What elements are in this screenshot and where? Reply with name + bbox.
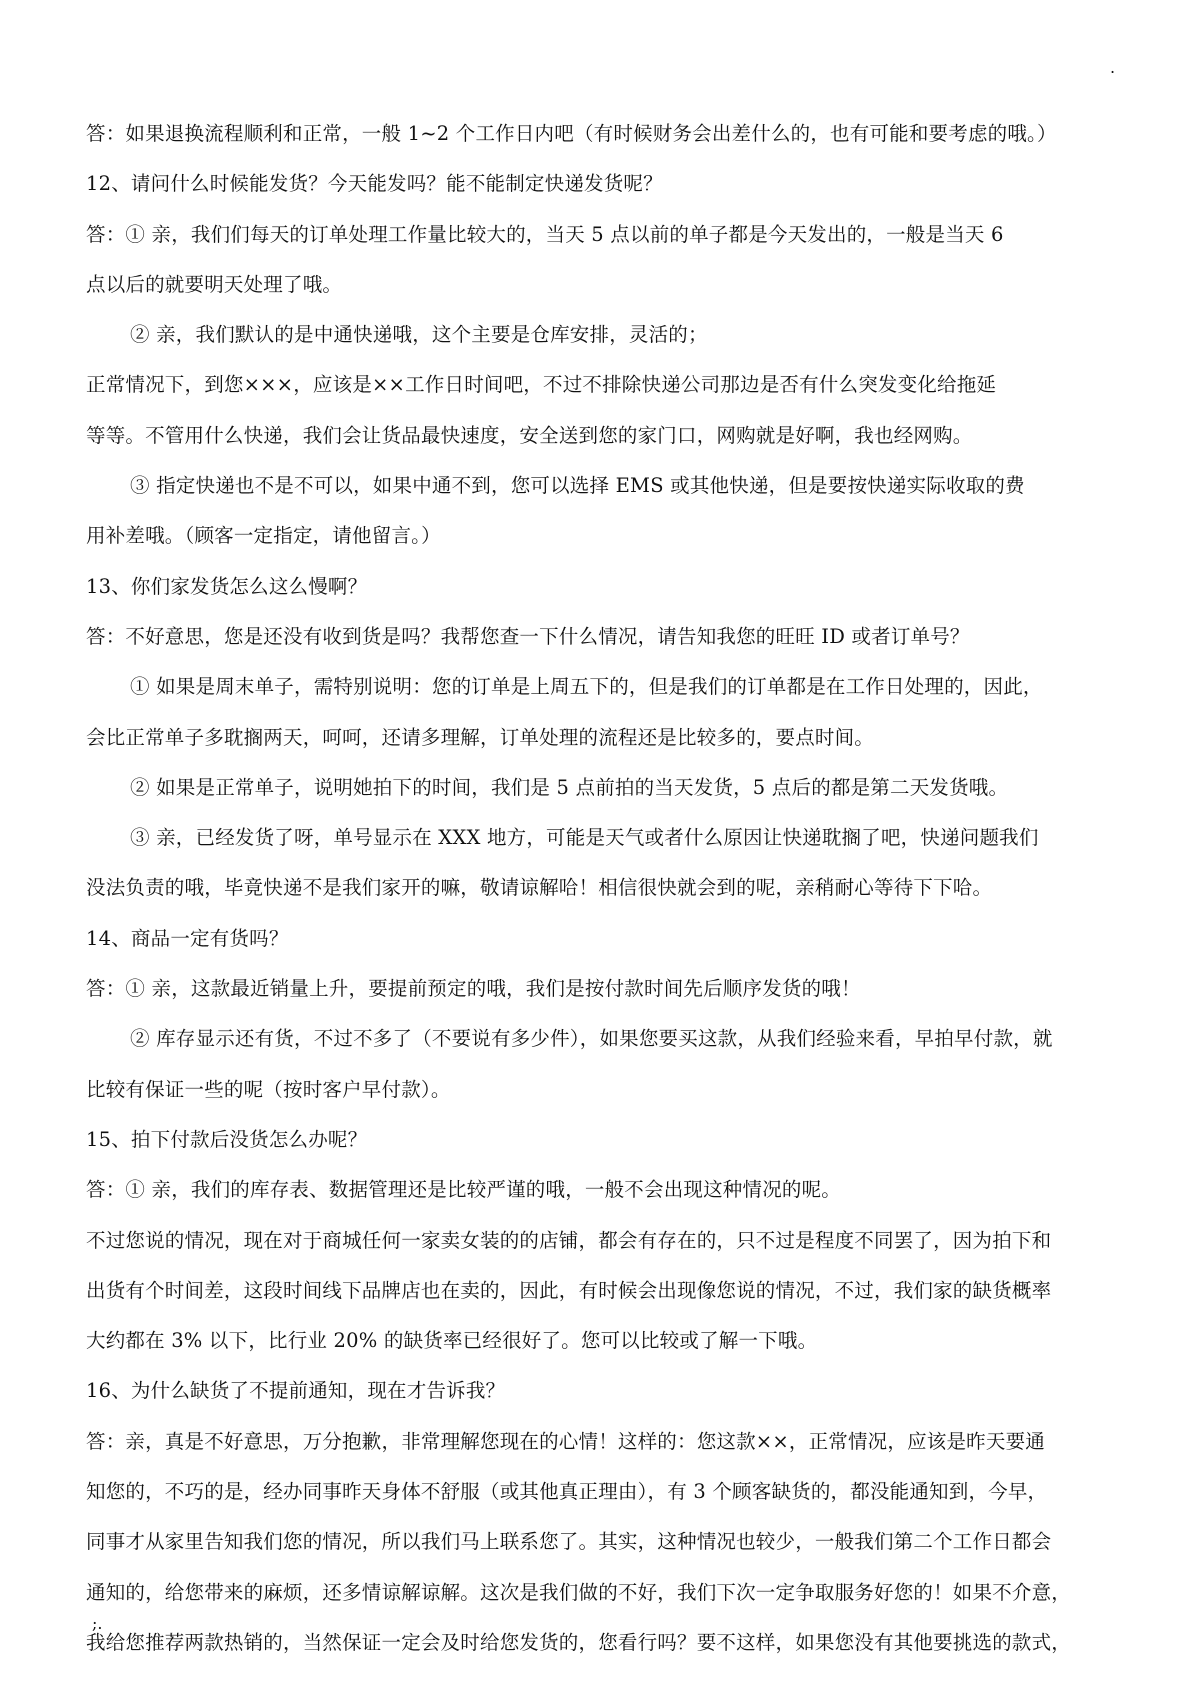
text-line: 会比正常单子多耽搁两天，呵呵，还请多理解，订单处理的流程还是比较多的，要点时间。 [86,725,875,749]
text-line: 没法负责的哦，毕竟快递不是我们家开的嘛，敬请谅解哈！相信很快就会到的呢，亲稍耐心等待下下哈。 [86,876,993,900]
text-line: 12、请问什么时候能发货？今天能发吗？能不能制定快递发货呢？ [86,172,663,196]
text-line: 比较有保证一些的呢（按时客户早付款）。 [86,1077,451,1101]
text-line: ③ 指定快递也不是不可以，如果中通不到，您可以选择 EMS 或其他快递，但是要按快递实际收取的费 [130,474,1025,498]
text-line: 通知的，给您带来的麻烦，还多情谅解谅解。这次是我们做的不好，我们下次一定争取服务好您的！如果不介意， [86,1580,1072,1604]
text-line: ② 库存显示还有货，不过不多了（不要说有多少件），如果您要买这款，从我们经验来看，早拍早付款，就 [130,1027,1053,1051]
text-line: 答：① 亲，我们的库存表、数据管理还是比较严谨的哦，一般不会出现这种情况的呢。 [86,1178,841,1202]
text-line: ① 如果是周末单子，需特别说明：您的订单是上周五下的，但是我们的订单都是在工作日处理的，因此， [130,675,1043,699]
text-line: 16、为什么缺货了不提前通知，现在才告诉我？ [86,1379,506,1403]
text-line: 同事才从家里告知我们您的情况，所以我们马上联系您了。其实，这种情况也较少，一般我们第二个工作日都会 [86,1530,1052,1554]
text-line: 13、你们家发货怎么这么慢啊？ [86,574,368,598]
text-line: 答：不好意思，您是还没有收到货是吗？我帮您查一下什么情况，请告知我您的旺旺 ID 或者订单号？ [86,624,970,648]
text-line: 答：如果退换流程顺利和正常，一般 1~2 个工作日内吧（有时候财务会出差什么的，也有可能和要考虑的哦。） [86,122,1057,145]
text-line: 出货有个时间差，这段时间线下品牌店也在卖的，因此，有时候会出现像您说的情况，不过，我们家的缺货概率 [86,1278,1052,1302]
text-line: ② 亲，我们默认的是中通快递哦，这个主要是仓库安排，灵活的； [130,323,708,347]
text-line: ③ 亲，已经发货了呀，单号显示在 XXX 地方，可能是天气或者什么原因让快递耽搁了吧，快递问题我们 [130,826,1039,850]
text-line: 知您的，不巧的是，经办同事昨天身体不舒服（或其他真正理由），有 3 个顾客缺货的，都没能通知到，今早， [86,1480,1048,1504]
text-line: 答：亲，真是不好意思，万分抱歉，非常理解您现在的心情！这样的：您这款××，正常情况，应该是昨天要通 [86,1429,1045,1453]
text-line: 答：① 亲，我们们每天的订单处理工作量比较大的，当天 5 点以前的单子都是今天发出的，一般是当天 6 [86,222,1004,246]
text-line: 15、拍下付款后没货怎么办呢？ [86,1127,368,1151]
text-line: 用补差哦。（顾客一定指定，请他留言。） [86,524,441,548]
footer-mark: ;. [92,1614,103,1633]
text-line: 等等。不管用什么快递，我们会让货品最快速度，安全送到您的家门口，网购就是好啊，我也经网购。 [86,423,973,447]
text-line: 不过您说的情况，现在对于商城任何一家卖女装的的店铺，都会有存在的，只不过是程度不同罢了，因为拍下和 [86,1228,1052,1252]
text-line: 14、商品一定有货吗？ [86,926,289,950]
text-line: 点以后的就要明天处理了哦。 [86,272,343,296]
text-line: ② 如果是正常单子，说明她拍下的时间，我们是 5 点前拍的当天发货，5 点后的都是第二天发货哦。 [130,775,1009,799]
header-mark: . [1110,58,1116,77]
text-line: 我给您推荐两款热销的，当然保证一定会及时给您发货的，您看行吗？要不这样，如果您没有其他要挑选的款式， [86,1630,1072,1654]
text-line: 大约都在 3% 以下，比行业 20% 的缺货率已经很好了。您可以比较或了解一下哦。 [86,1329,818,1353]
document-body [86,118,1116,1677]
text-line: 答：① 亲，这款最近销量上升，要提前预定的哦，我们是按付款时间先后顺序发货的哦！ [86,977,861,1001]
text-line: 正常情况下，到您×××，应该是××工作日时间吧，不过不排除快递公司那边是否有什么突发变化给拖延 [86,373,997,397]
